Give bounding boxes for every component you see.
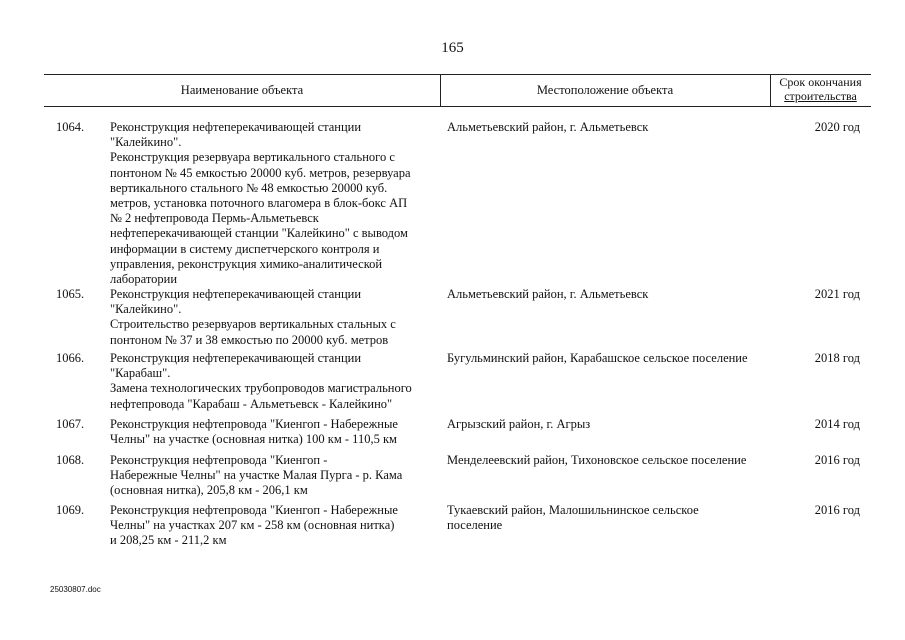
row-number: 1064.: [56, 120, 85, 134]
row-object-name: Реконструкция нефтепровода "Киенгоп - Набережные Челны" на участках 207 км - 258 км (основная нитка) и 208,25 км - 211,2 км: [110, 503, 398, 548]
header-completion-term: [770, 75, 871, 103]
row-location: Альметьевский район, г. Альметьевск: [447, 287, 649, 301]
page-number: 165: [441, 40, 464, 56]
header-term-line-1: Срок окончания: [779, 75, 862, 89]
row-term: 2016 год: [814, 503, 860, 517]
row-term: 2018 год: [814, 351, 860, 365]
row-term: 2020 год: [814, 120, 860, 134]
row-location: Менделеевский район, Тихоновское сельское поселение: [447, 453, 747, 467]
row-location: Тукаевский район, Малошильнинское сельское поселение: [447, 503, 699, 533]
header-object-name: Наименование объекта: [180, 83, 304, 97]
row-term: 2014 год: [814, 417, 860, 431]
row-object-name: Реконструкция нефтепровода "Киенгоп - Набережные Челны" на участке Малая Пурга - р. Кама (основная нитка), 205,8 км - 206,1 км: [110, 453, 403, 498]
row-number: 1068.: [56, 453, 85, 467]
row-number: 1066.: [56, 351, 85, 365]
row-object-name: Реконструкция нефтеперекачивающей станции "Калейкино". Строительство резервуаров вертикальных стальных с понтоном № 37 и 38 емкостью по 20000 куб. метров: [110, 287, 396, 347]
row-location: Агрызский район, г. Агрыз: [447, 417, 591, 431]
header-term-line-2: строительства: [784, 89, 857, 103]
row-location: Бугульминский район, Карабашское сельское поселение: [447, 351, 748, 365]
row-object-name: Реконструкция нефтеперекачивающей станции "Карабаш". Замена технологических трубопроводов магистрального нефтепровода "Карабаш - Альметьевск - Калейкино": [110, 351, 412, 411]
row-number: 1065.: [56, 287, 85, 301]
row-object-name: Реконструкция нефтепровода "Киенгоп - Набережные Челны" на участке (основная нитка) 100 км - 110,5 км: [110, 417, 398, 447]
table-header-top-border: [44, 74, 871, 75]
row-term: 2016 год: [814, 453, 860, 467]
document-filename: 25030807.doc: [50, 585, 101, 594]
row-term: 2021 год: [814, 287, 860, 301]
header-object-location: Местоположение объекта: [536, 83, 674, 97]
row-location: Альметьевский район, г. Альметьевск: [447, 120, 649, 134]
row-number: 1067.: [56, 417, 85, 431]
row-object-name: Реконструкция нефтеперекачивающей станции "Калейкино". Реконструкция резервуара вертикального стального с понтоном № 45 емкостью 20000 куб. метров, резервуара вертикального стального № 48 емкостью 20000 куб. метров, установка поточного влагомера в блок-бокс АП № 2 нефтепровода Пермь-Альметьевск нефтеперекачивающей станции "Калейкино" с выводом информации в систему диспетчерского контроля и управления, реконструкция химико-аналитической лаборатории: [110, 120, 411, 287]
table-header-bottom-border: [44, 106, 871, 107]
row-number: 1069.: [56, 503, 85, 517]
